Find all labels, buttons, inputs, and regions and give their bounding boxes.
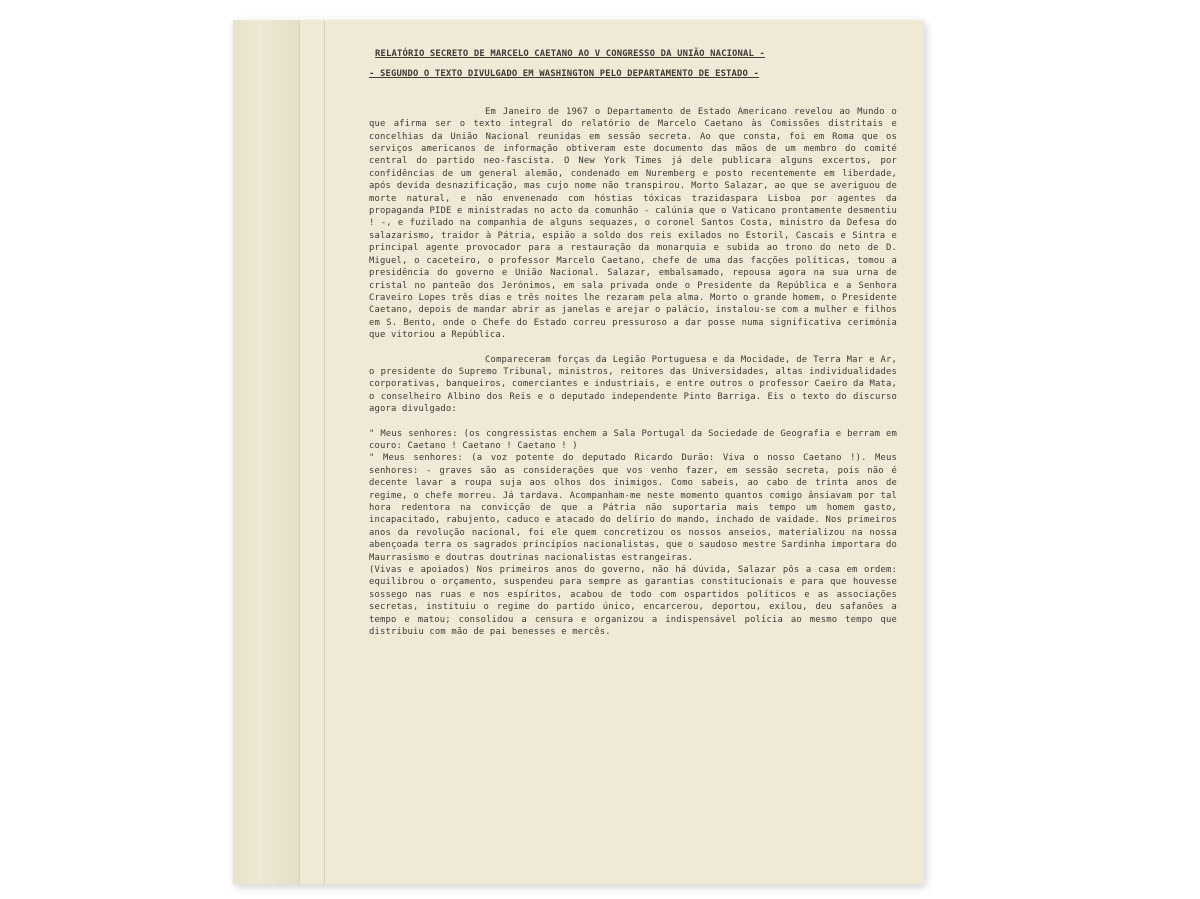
quote-paragraph-3: (Vivas e apoiados) Nos primeiros anos do governo, não há dúvida, Salazar pôs a casa em ordem: equilibrou o orçamento, suspendeu para sempre as garantias constitucionais e para que houvesse sossego nas ruas e nos espíritos, acabou de todo com ospartidos políticos e as associações secretas, instituiu o regime do partido único, encarcerou, deportou, exilou, deu safanões a tempo e matou; consolidou a censura e organizou a indispensável polícia ao mesmo tempo que distribuiu com mão de pai benesses e mercês. [369,565,897,638]
document-title-line-1: RELATÓRIO SECRETO DE MARCELO CAETANO AO V CONGRESSO DA UNIÃO NACIONAL - [375,49,766,59]
binding-fold-line [324,20,325,884]
speech-quote [369,428,897,639]
paper-binding-strip [233,20,300,884]
document-title-line-2: - SEGUNDO O TEXTO DIVULGADO EM WASHINGTON PELO DEPARTAMENTO DE ESTADO - [369,69,760,80]
quote-paragraph-1: " Meus senhores: (os congressistas enchem a Sala Portugal da Sociedade de Geografia e berram em couro: Caetano ! Caetano ! Caetano ! ) [369,428,897,451]
typed-text-block [369,48,897,872]
paragraph-1: Em Janeiro de 1967 o Departamento de Estado Americano revelou ao Mundo o que afirma ser o texto integral do relatório de Marcelo Caetano às Comissões distritais e concelhias da União Nacional reunidas em sessão secreta. Ao que consta, foi em Roma que os serviços americanos de informação obtiveram este documento das mãos de um membro do comité central do partido neo-fascista. O New York Times já dele publicara alguns excertos, por confidências de um general alemão, condenado em Nuremberg e posto recentemente em liberdade, após devida desnazificação, mas cujo nome não transpirou. Morto Salazar, ao que se averiguou de morte natural, e não envenenado com hóstias tóxicas trazidaspara Lisboa por agentes da propaganda PIDE e ministradas no acto da comunhão - calúnia que o Vaticano prontamente desmentiu ! -, e fuzilado na companhia de alguns sequazes, o coronel Santos Costa, ministro da Defesa do salazarismo, traidor à Pátria, espião a soldo dos reis exilados no Estoril, Cascais e Sintra e principal agente provocador para a restauração da monarquia e subida ao trono do neto de D. Miguel, o caceteiro, o professor Marcelo Caetano, chefe de uma das facções políticas, tomou a presidência do governo e União Nacional. Salazar, embalsamado, repousa agora na sua urna de cristal no panteão dos Jerónimos, em sala privada onde o Presidente da República e a Senhora Craveiro Lopes três dias e três noites lhe rezaram pela alma. Morto o grande homem, o Presidente Caetano, depois de mandar abrir as janelas e arejar o palácio, instalou-se com a mulher e filhos em S. Bento, onde o Chefe do Estado correu pressuroso a dar posse numa significativa cerimónia que vitoriou a República. [369,106,897,341]
paragraph-2: Compareceram forças da Legião Portuguesa e da Mocidade, de Terra Mar e Ar, o presidente do Supremo Tribunal, ministros, reitores das Universidades, altas individualidades corporativas, banqueiros, comerciantes e industriais, e entre outros o professor Caeiro da Mata, o conselheiro Albino dos Reis e o deputado independente Pinto Barriga. Eis o texto do discurso agora divulgado: [369,354,897,415]
typewritten-page [233,20,924,884]
quote-paragraph-2: " Meus senhores: (a voz potente do deputado Ricardo Durão: Viva o nosso Caetano !). Meus senhores: - graves são as considerações que vos venho fazer, em sessão secreta, pois não é decente lavar a roupa suja aos olhos dos inimigos. Como sabeis, ao cabo de trinta anos de regime, o chefe morreu. Já tardava. Acompanham-me neste momento quantos comigo ânsiavam por tal hora redentora na convicção de que a Pátria não suportaria mais tempo um homem gasto, incapacitado, rabujento, caduco e atacado do delírio do mando, inchado de vaidade. Nos primeiros anos da revolução nacional, foi ele quem concretizou os nossos anseios, materializou na nossa abençoada terra os sagrados princípios nacionalistas, que o saudoso mestre Sardinha importara do Maurrasismo e doutras doutrinas nacionalistas estrangeiras. [369,453,897,563]
